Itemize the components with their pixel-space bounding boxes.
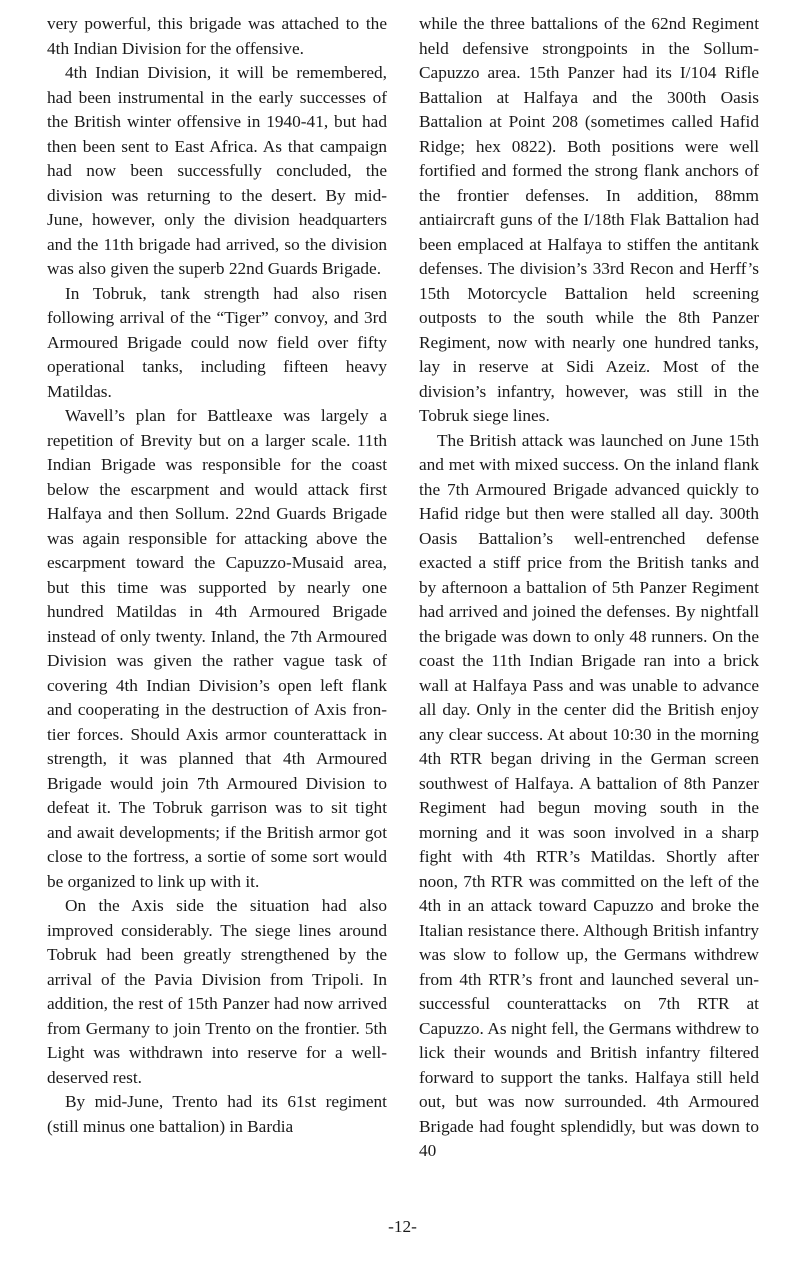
paragraph: By mid-June, Trento had its 61st regiment (still minus one battalion) in Bardia <box>47 1092 387 1136</box>
paragraph: while the three battalions of the 62nd Regiment held defensive strongpoints in the Sollum-Capuzzo area. 15th Panzer had its I/104 Rifle Battalion at Halfaya and the 300th Oasis Battalion at Point 208 (sometimes called Hafid Ridge; hex 0822). Both positions were well fortified and formed the strong flank anchors of the frontier defenses. In addition, 88mm antiaircraft guns of the I/18th Flak Battalion had been emplaced at Halfaya to stiffen the antitank defenses. The division’s 33rd Recon and Herff’s 15th Motorcycle Battalion held screening outposts to the south while the 8th Panzer Regiment, now with nearly one hundred tanks, lay in reserve at Sidi Azeiz. Most of the division’s infantry, however, was still in the Tobruk siege lines. <box>419 14 759 425</box>
page-number: -12- <box>388 1217 417 1236</box>
paragraph: The British attack was launched on June 15th and met with mixed success. On the inland flank the 7th Armoured Brigade advanced quickly to Hafid ridge but then were stalled all day. 300th Oasis Battalion’s well-entrenched defense exacted a stiff price from the British tanks and by afternoon a battalion of 5th Panzer Regiment had arrived and joined the defenses. By nightfall the brigade was down to only 48 runners. On the coast the 11th Indian Brigade ran into a brick wall at Halfaya Pass and was unable to advance all day. Only in the center did the British enjoy any clear success. At about 10:30 in the morning 4th RTR began driving in the German screen southwest of Halfaya. A battalion of 8th Panzer Regiment had begun moving south in the morning and it was soon involved in a sharp fight with 4th RTR’s Matildas. Shortly after noon, 7th RTR was committed on the left of the 4th in an attack toward Capuzzo and broke the Italian resistance there. Although British infantry was slow to follow up, the Germans withdrew from 4th RTR’s front and launched several unsuccessful counterattacks on 7th RTR at Capuzzo. As night fell, the Germans withdrew to lick their wounds and British infantry filtered forward to support the tanks. Halfaya still held out, but was now surrounded. 4th Armoured Brigade had fought splendidly, but was down to 40 <box>419 430 759 1160</box>
paragraph: 4th Indian Division, it will be remembered, had been instrumental in the early successes of the British winter offensive in 1940-41, but had then been sent to East Africa. As that campaign had now been successfully concluded, the division was returning to the desert. By mid-June, however, only the division headquarters and the 11th brigade had arrived, so the division was also given the superb 22nd Guards Brigade. <box>47 63 387 278</box>
paragraph: Wavell’s plan for Battleaxe was largely a repetition of Brevity but on a larger scale. 11th Indian Brigade was responsible for the coast below the escarpment and would attack first Halfaya and then Sollum. 22nd Guards Brigade was again responsible for attacking above the escarpment toward the Capuzzo-Musaid area, but this time was supported by nearly one hundred Matildas in 4th Armoured Brigade instead of only twenty. Inland, the 7th Armoured Division was given the rather vague task of covering 4th Indian Division’s open left flank and cooperating in the destruction of Axis frontier forces. Should Axis armor counterattack in strength, it was planned that 4th Armoured Brigade would join 7th Armoured Division to defeat it. The Tobruk garrison was to sit tight and await developments; if the British armor got close to the fortress, a sortie of some sort would be organized to link up with it. <box>47 406 387 891</box>
right-column <box>419 12 759 1164</box>
left-column <box>47 12 387 1139</box>
paragraph: In Tobruk, tank strength had also risen following arrival of the “Tiger” convoy, and 3rd Armoured Brigade could now field over fifty operational tanks, including fifteen heavy Matildas. <box>47 283 387 401</box>
paragraph: On the Axis side the situation had also improved considerably. The siege lines around Tobruk had been greatly strengthened by the arrival of the Pavia Division from Tripoli. In addition, the rest of 15th Panzer had now arrived from Germany to join Trento on the frontier. 5th Light was withdrawn into reserve for a well-deserved rest. <box>47 896 387 1087</box>
paragraph: very powerful, this brigade was attached to the 4th Indian Division for the offensive. <box>47 14 387 58</box>
